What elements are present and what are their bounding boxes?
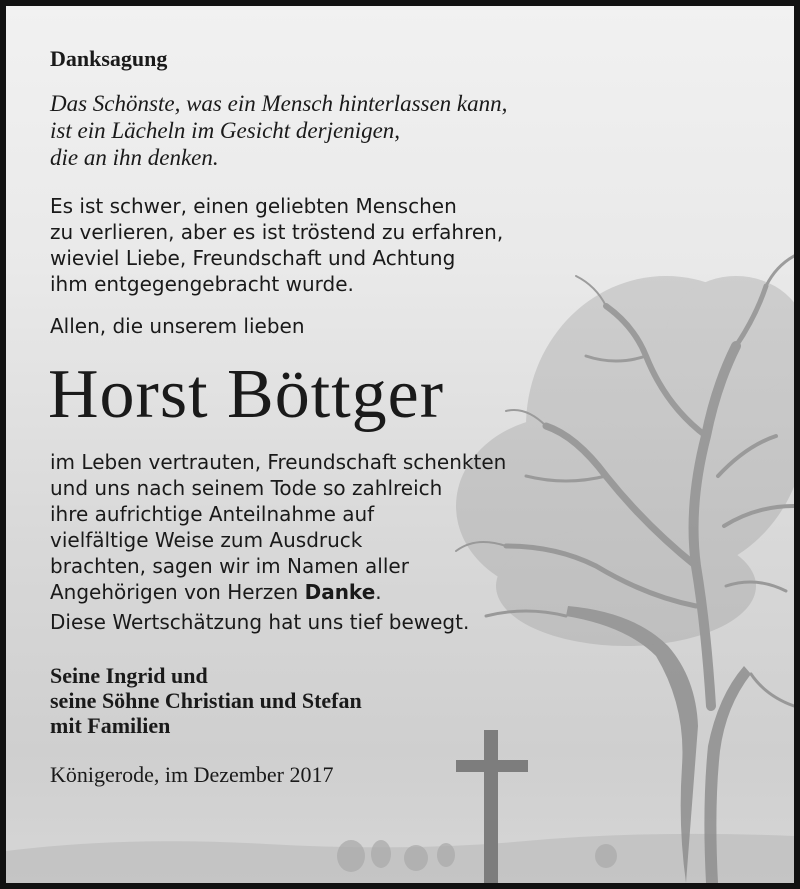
thanks-prefix: Angehörigen von Herzen xyxy=(50,580,305,604)
signatory-line: mit Familien xyxy=(50,713,171,738)
paragraph-line: Es ist schwer, einen geliebten Menschen xyxy=(50,194,457,218)
paragraph-line: ihm entgegengebracht wurde. xyxy=(50,272,354,296)
signatory-line: seine Söhne Christian und Stefan xyxy=(50,688,362,713)
intro-line: Allen, die unserem lieben xyxy=(50,314,305,338)
paragraph-line: vielfältige Weise zum Ausdruck xyxy=(50,528,363,552)
obituary-text xyxy=(46,46,766,788)
paragraph-1 xyxy=(50,193,766,297)
thanks-line xyxy=(50,579,766,605)
closing-line: Diese Wertschätzung hat uns tief bewegt. xyxy=(50,610,470,634)
deceased-name: Horst Böttger xyxy=(48,356,445,433)
paragraph-line: ihre aufrichtige Anteilnahme auf xyxy=(50,502,375,526)
paragraph-line: und uns nach seinem Tode so zahlreich xyxy=(50,476,443,500)
signatory-line: Seine Ingrid und xyxy=(50,663,208,688)
quote-line: ist ein Lächeln im Gesicht derjenigen, xyxy=(50,118,401,143)
paragraph-2 xyxy=(50,449,766,605)
thanks-suffix: . xyxy=(375,580,382,604)
quote xyxy=(50,90,766,171)
paragraph-line: brachten, sagen wir im Namen aller xyxy=(50,554,409,578)
quote-line: die an ihn denken. xyxy=(50,145,219,170)
thanks-word: Danke xyxy=(304,580,376,604)
quote-line: Das Schönste, was ein Mensch hinterlassen kann, xyxy=(50,91,508,116)
paragraph-line: wieviel Liebe, Freundschaft und Achtung xyxy=(50,246,456,270)
heading: Danksagung xyxy=(50,46,168,71)
signatories xyxy=(50,663,766,738)
paragraph-line: zu verlieren, aber es ist tröstend zu erfahren, xyxy=(50,220,504,244)
place-date: Königerode, im Dezember 2017 xyxy=(50,762,334,787)
paragraph-line: im Leben vertrauten, Freundschaft schenkten xyxy=(50,450,507,474)
